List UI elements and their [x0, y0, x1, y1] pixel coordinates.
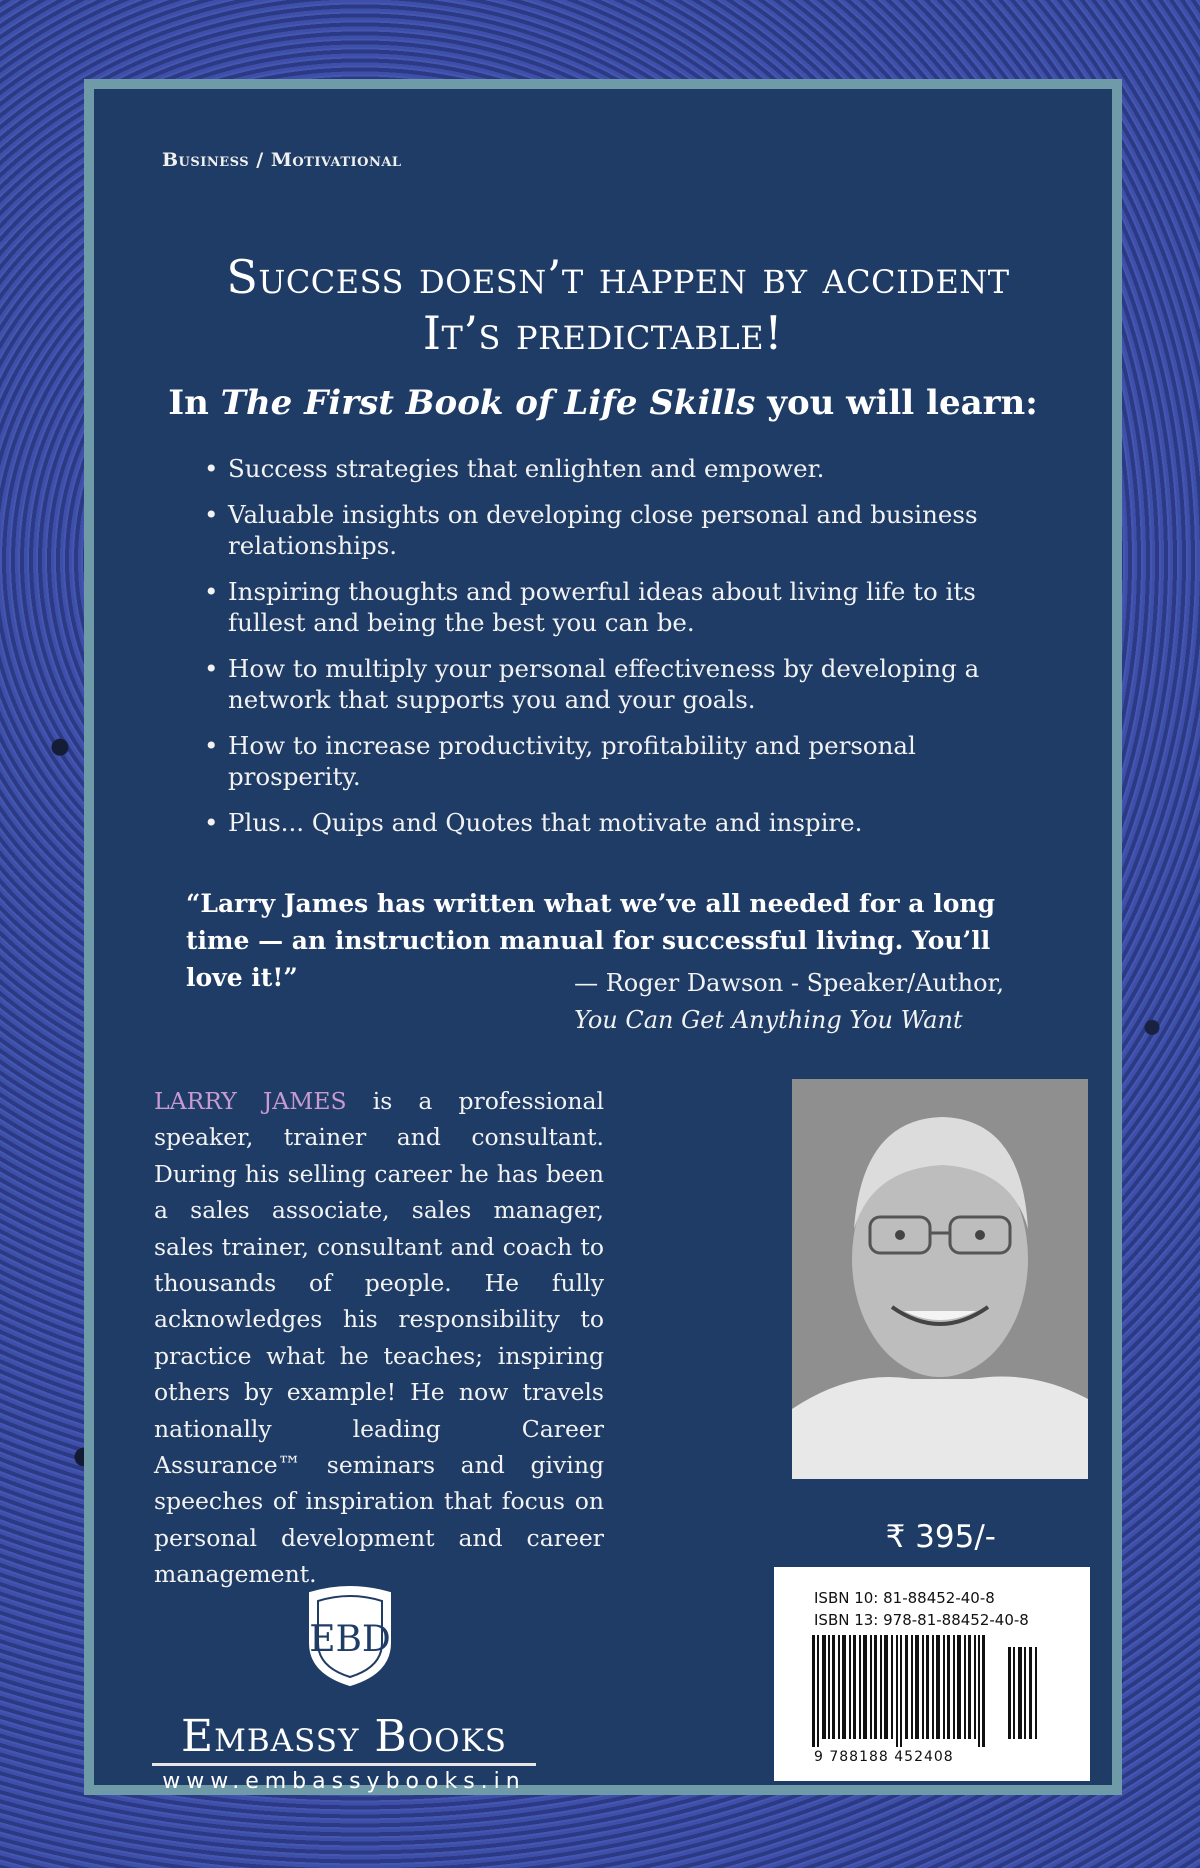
publisher-rule	[152, 1763, 536, 1766]
bullet-icon: •	[204, 500, 219, 529]
author-portrait-icon	[792, 1079, 1088, 1479]
bullet-icon: •	[204, 654, 219, 683]
list-item: • Success strategies that enlighten and empower.	[204, 454, 825, 483]
bullet-icon: •	[204, 454, 219, 483]
list-item: • Plus... Quips and Quotes that motivate and inspire.	[204, 808, 863, 837]
quote-attribution	[574, 965, 1004, 1039]
bullet-icon: •	[204, 808, 219, 837]
intro-suffix: you will learn:	[767, 383, 1038, 423]
headline-line-2: It’s predictable!	[422, 306, 784, 360]
author-bio-text: is a professional speaker, trainer and consultant. During his selling career he has been a sales associate, sales manager, sales trainer, consultant and coach to thousands of people. He fully acknowledges his responsibility to practice what he teaches; inspiring others by example! He now travels nationally leading Career Assurance™ seminars and giving speeches of inspiration that focus on personal development and career management.	[154, 1087, 604, 1589]
list-item: • How to multiply your personal effectiveness by developing a network that supports you and your goals.	[204, 654, 980, 714]
publisher-website[interactable]: www.embassybooks.in	[162, 1769, 526, 1794]
publisher-name: Embassy Books	[181, 1711, 507, 1762]
headline-line-1: Success doesn’t happen by accident	[226, 250, 1010, 304]
isbn-10: ISBN 10: 81-88452-40-8	[814, 1589, 995, 1607]
bullet-icon: •	[204, 577, 219, 606]
author-bio	[154, 1083, 604, 1593]
list-item: • Inspiring thoughts and powerful ideas about living life to its fullest and being the best you can be.	[204, 577, 976, 637]
isbn-13: ISBN 13: 978-81-88452-40-8	[814, 1611, 1029, 1629]
endorsement-quote: “Larry James has written what we’ve all needed for a long time — an instruction manual for successful living. You’ll love it!”	[186, 889, 996, 992]
intro-line	[94, 383, 1112, 423]
intro-prefix: In	[168, 383, 209, 423]
intro-book-title: The First Book of Life Skills	[220, 383, 756, 423]
barcode-number: 9 788188 452408	[814, 1749, 954, 1765]
price: ₹ 395/-	[885, 1519, 996, 1555]
author-name: LARRY JAMES	[154, 1087, 347, 1115]
barcode-icon	[812, 1635, 1052, 1747]
author-photo	[792, 1079, 1088, 1479]
logo-text: EBD	[309, 1619, 391, 1660]
bullet-icon: •	[204, 731, 219, 760]
publisher-logo	[304, 1585, 396, 1689]
back-cover-panel	[84, 79, 1122, 1795]
list-item: • Valuable insights on developing close personal and business relationships.	[204, 500, 978, 560]
list-item: • How to increase productivity, profitability and personal prosperity.	[204, 731, 916, 791]
barcode-box	[774, 1567, 1090, 1781]
benefits-list	[204, 453, 1024, 853]
category-label: Business / Motivational	[162, 149, 402, 171]
quote-author: — Roger Dawson - Speaker/Author,	[574, 969, 1004, 997]
quote-author-book: You Can Get Anything You Want	[574, 1006, 963, 1034]
